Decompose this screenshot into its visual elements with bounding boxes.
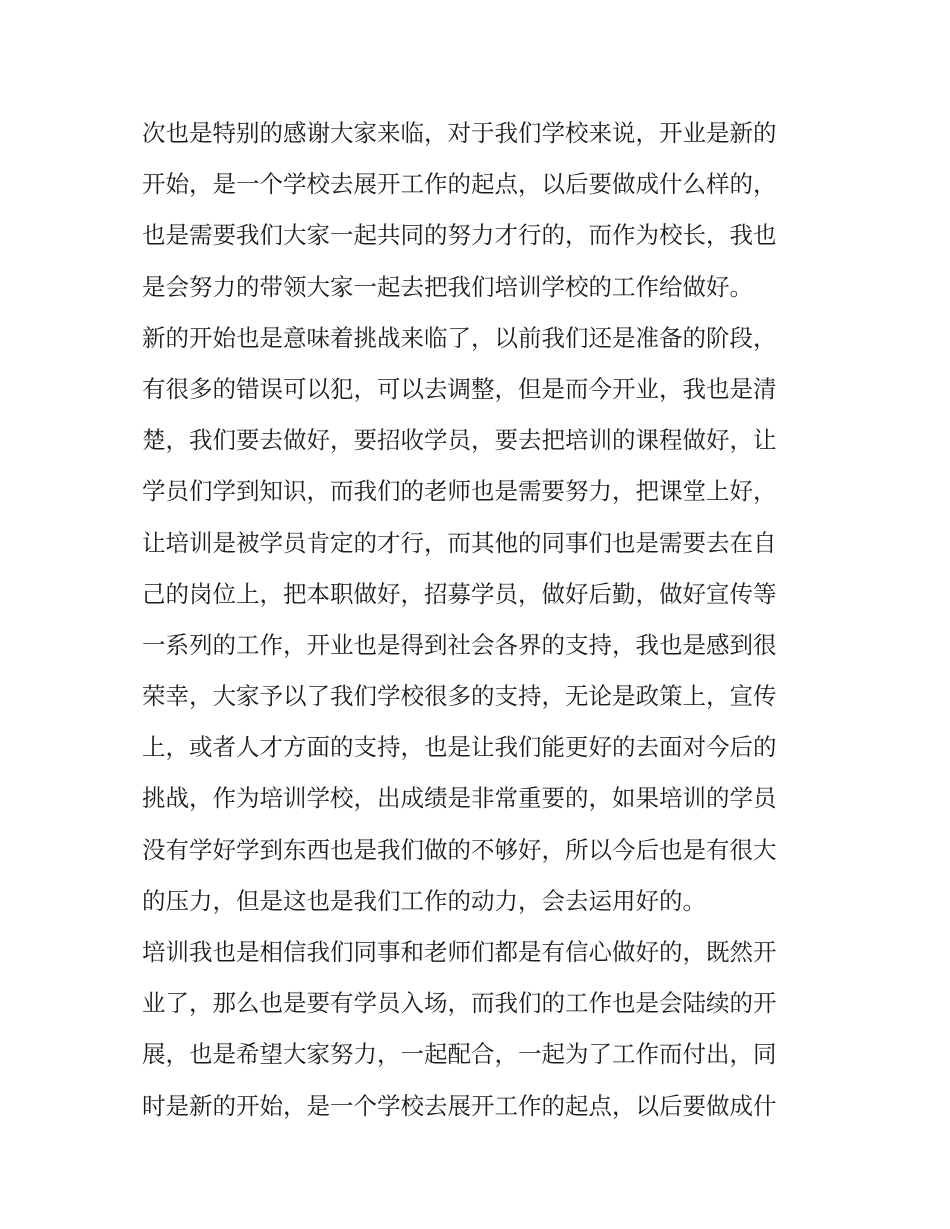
text-line: 上，或者人才方面的支持，也是让我们能更好的去面对今后的: [142, 733, 777, 762]
text-line: 新的开始也是意味着挑战来临了，以前我们还是准备的阶段，: [142, 323, 777, 352]
text-line: 培训我也是相信我们同事和老师们都是有信心做好的，既然开: [142, 938, 777, 966]
text-line: 楚，我们要去做好，要招收学员，要去把培训的课程做好，让: [142, 426, 777, 455]
text-line: 是会努力的带领大家一起去把我们培训学校的工作给做好。: [142, 272, 753, 301]
text-line: 的压力，但是这也是我们工作的动力，会去运用好的。: [142, 886, 706, 915]
body-text: [142, 108, 812, 1132]
text-line: 学员们学到知识，而我们的老师也是需要努力，把课堂上好，: [142, 477, 777, 506]
text-line: 也是需要我们大家一起共同的努力才行的，而作为校长，我也: [142, 221, 777, 250]
text-line: 业了，那么也是要有学员入场，而我们的工作也是会陆续的开: [142, 989, 777, 1018]
text-line: 让培训是被学员肯定的才行，而其他的同事们也是需要去在自: [142, 528, 777, 557]
text-line: 展，也是希望大家努力，一起配合，一起为了工作而付出，同: [142, 1040, 777, 1069]
text-line: 没有学好学到东西也是我们做的不够好，所以今后也是有很大: [142, 835, 777, 864]
text-line: 时是新的开始，是一个学校去展开工作的起点，以后要做成什: [142, 1091, 777, 1120]
text-line: 挑战，作为培训学校，出成绩是非常重要的，如果培训的学员: [142, 784, 777, 813]
text-line: 开始，是一个学校去展开工作的起点，以后要做成什么样的，: [142, 170, 777, 199]
text-line: 己的岗位上，把本职做好，招募学员，做好后勤，做好宣传等: [142, 579, 777, 608]
text-line: 次也是特别的感谢大家来临，对于我们学校来说，开业是新的: [142, 119, 777, 147]
text-line: 有很多的错误可以犯，可以去调整，但是而今开业，我也是清: [142, 374, 777, 403]
text-line: 一系列的工作，开业也是得到社会各界的支持，我也是感到很: [142, 630, 777, 659]
text-line: 荣幸，大家予以了我们学校很多的支持，无论是政策上，宣传: [142, 682, 777, 711]
